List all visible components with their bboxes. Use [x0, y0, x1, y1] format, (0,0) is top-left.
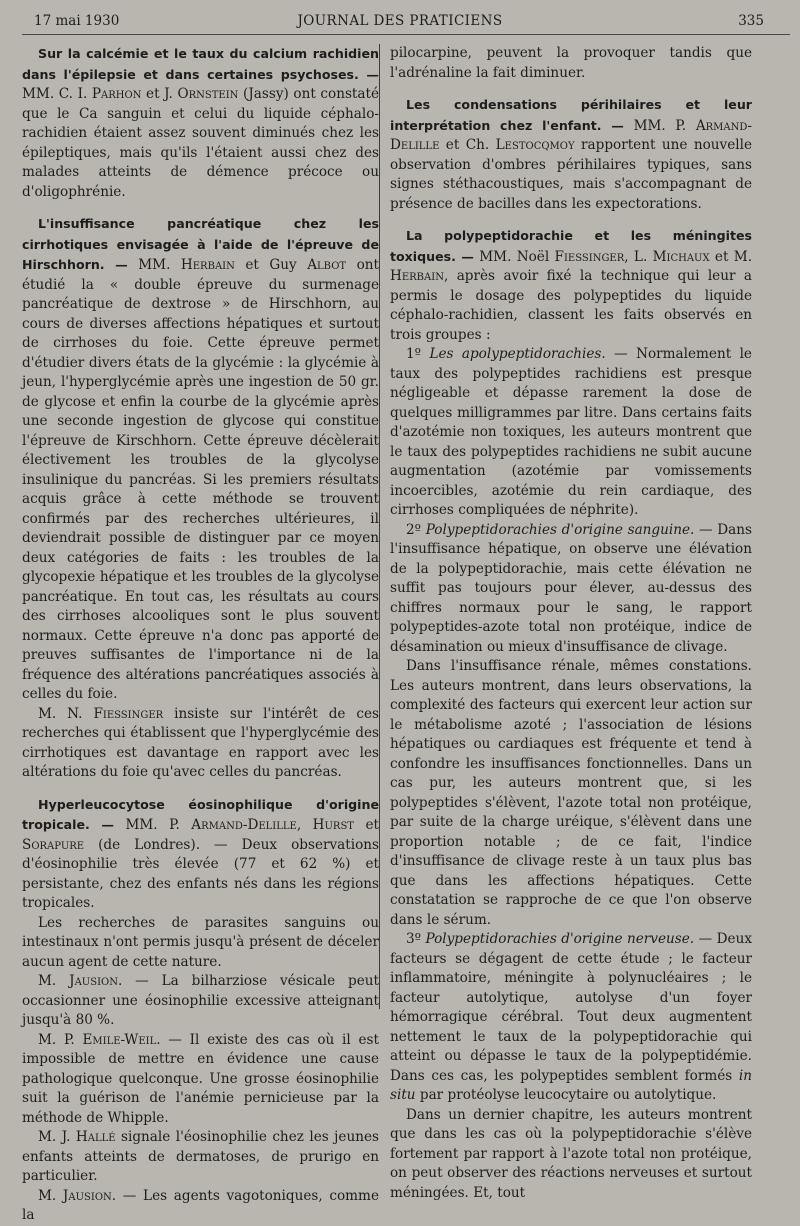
comment-emile-weil: M. P. Emile-Weil. — Il existe des cas où il est impossible de mettre en évidence une cause pathologique quelconque. Une grosse éosinophilie suit la guérison de l'anémie pernicieuse par la méthode de Whipple.	[22, 1031, 379, 1126]
author-name: Albot	[307, 257, 347, 273]
section-number: 2º	[406, 521, 426, 538]
article-polypeptidorachie: La polypeptidorachie et les méningites toxiques. — MM. Noël Fiessinger, L. Michaux et M. Herbain, après avoir fixé la technique qui leur a permis le dosage des polypeptides du liquide céphalo-rachidien, classent les faits observés en trois groupes :	[390, 228, 753, 343]
author-name: Lestocqmoy	[495, 137, 575, 153]
comment-jausion-2: M. Jausion. — Les agents vagotoniques, comme la	[22, 1187, 379, 1223]
comment-body: . — Les agents vagotoniques, comme la	[22, 1187, 379, 1223]
section-origine-sanguine	[390, 521, 752, 658]
section-body: — Deux facteurs se dégagent de cette étude ; le facteur inflammatoire, méningite à polynucléaires ; le facteur autolytique, autolyse d'un foyer hémorragique cérébral. Tout deux augmentent nettement le taux de la polypeptidorachie qui atteint ou dépasse le taux de la polypeptidémie. Dans ces cas, les polypeptides semblent formés	[390, 931, 752, 1084]
paragraph-parasites: Les recherches de parasites sanguins ou intestinaux n'ont permis jusqu'à présent de déceler aucun agent de cette nature.	[22, 914, 379, 970]
article-calcemie: Sur la calcémie et le taux du calcium rachidien dans l'épilepsie et dans certaines psychoses. — MM. C. I. Parhon et J. Ornstein (Jassy) ont constaté que le Ca sanguin et celui du liquide céphalo-rachidien étaient assez souvent diminués chez les épileptiques, mais qu'ils l'étaient aussi chez des malades atteints de démence précoce ou d'oligophrénie.	[22, 46, 380, 200]
right-column	[390, 44, 752, 1203]
continued-text: pilocarpine, peuvent la provoquer tandis que l'adrénaline la fait diminuer.	[390, 45, 752, 81]
section-number: 3º	[406, 931, 426, 947]
paragraph-insuffisance-renale: Dans l'insuffisance rénale, mêmes constations. Les auteurs montrent, dans leurs observations, la complexité des facteurs qui exercent leur action sur le métabolisme azoté ; l'association de lésions hépatiques ou cardiaques est fréquente et tend à confondre les insuffisances fonctionnelles. Dans un cas pur, les auteurs montrent que, si les polypeptides s'élèvent, l'azote total non protéique, par suite de la charge uréique, s'élèvent dans une proportion notable ; de ce fait, l'indice d'insuffisance de clivage reste à un taux plus bas que dans les affections hépatiques. Cette constatation se rapproche de ce que l'on observe dans le sérum.	[390, 658, 752, 928]
author-name: Hallé	[75, 1129, 116, 1145]
article-title: Sur la calcémie et le taux du calcium rachidien dans l'épilepsie et dans certaines psychoses. —	[22, 46, 379, 82]
section-apolypeptidorachies	[390, 345, 752, 521]
left-column	[22, 44, 379, 1226]
article-title: L'insuffisance pancréatique chez les cirrhotiques envisagée à l'aide de l'épreuve de Hirschhorn. —	[22, 216, 379, 272]
comment-jausion-1: M. Jausion. — La bilharziose vésicale peut occasionner une éosinophilie excessive atteignant jusqu'à 80 %.	[22, 973, 380, 1028]
section-number: 1º	[406, 346, 430, 362]
article-body: , après avoir fixé la technique qui leur a permis le dosage des polypeptides du liquide céphalo-rachidien, classent les faits observés en trois groupes :	[390, 268, 752, 343]
section-title: Polypeptidorachies d'origine nerveuse.	[425, 931, 695, 947]
section-body: — Normalement le taux des polypeptides rachidiens est presque négligeable et dépasse rarement la dose de quelques milligrammes par litre. Dans certains faits d'azotémie non toxiques, les auteurs montrent que le taux des polypeptides rachidiens ne subit aucune augmentation (azotémie par vomissements incoercibles, azotémie du rein cardiaque, des cirrhoses compliquées de néphrite).	[390, 346, 752, 518]
in-situ-term: in situ	[390, 1067, 752, 1103]
author-name: Fiessinger	[554, 248, 625, 265]
comment-halle: M. J. Hallé signale l'éosinophilie chez les jeunes enfants atteints de dermatoses, de prurigo en particulier.	[22, 1129, 379, 1184]
section-title: Les apolypeptidorachies.	[429, 346, 606, 362]
author-name: Michaux	[652, 248, 710, 265]
section-title: Polypeptidorachies d'origine sanguine.	[425, 521, 695, 538]
running-header	[0, 13, 800, 33]
article-body: rapportent une nouvelle observation d'ombres périhilaires typiques, sans signes stéthacoustiques, mais s'accompagnant de présence de bacilles dans les expectorations.	[390, 137, 753, 212]
article-body: ont étudié la « double épreuve du surmenage pancréatique de dextrose » de Hirschhorn, au cours de diverses affections hépatiques et surtout de cirrhoses du foie. Cette épreuve permet d'étudier divers états de la glycémie : la glycémie à jeun, l'hyperglycémie après une ingestion de 50 gr. de glycose et enfin la courbe de la glycémie après une seconde ingestion de glycose qui constitue l'épreuve de Kirschhorn. Cette épreuve décèlerait électivement les troubles de la glycolyse insulinique du pancréas. Si les premiers résultats acquis grâce à cette méthode se trouvent confirmés par des recherches ultérieures, il deviendrait possible de distinguer par ce moyen deux catégories de faits : les troubles de la glycopexie hépatique et les troubles de la glycolyse pancréatique. En tout cas, les résultats au cours des cirrhoses alcooliques sont le plus souvent normaux. Cette épreuve n'a donc pas apporté de preuves suffisantes de l'importance ni de la fréquence des altérations pancréatiques associés à celles du foie.	[22, 257, 379, 702]
author-name: Jausion	[69, 973, 118, 989]
comment-body: . — La bilharziose vésicale peut occasionner une éosinophilie excessive atteignant jusqu'à 80 %.	[22, 973, 380, 1028]
author-name: Ornstein	[177, 86, 239, 102]
article-title: Hyperleucocytose éosinophilique d'origine tropicale. —	[22, 796, 379, 832]
section-body: — Dans l'insuffisance hépatique, on observe une élévation de la polypeptidorachie, mais cette élévation ne suffit pas toujours pour élever, au-dessus des chiffres normaux pour le sang, le rapport polypeptides-azote total non protéique, indice de désamination ou mieux d'insuffisance de clivage.	[390, 521, 752, 655]
author-name: Herbain	[180, 257, 235, 273]
article-title: Les condensations périhilaires et leur interprétation chez l'enfant. —	[390, 97, 752, 133]
header-date: 17 mai 1930	[34, 13, 120, 29]
comment-body: signale l'éosinophilie chez les jeunes enfants atteints de dermatoses, de prurigo en particulier.	[22, 1129, 379, 1184]
author-name: Parhon	[91, 86, 142, 102]
journal-title: JOURNAL DES PRATICIENS	[297, 13, 503, 29]
author-name: Armand-Delille	[191, 817, 297, 833]
article-title: La polypeptidorachie et les méningites toxiques. —	[390, 228, 752, 264]
author-name: Herbain	[390, 268, 444, 284]
paragraph-dernier-chapitre: Dans un dernier chapitre, les auteurs montrent que dans les cas où la polypeptidorachie s'élève fortement par rapport à l'azote total non protéique, on peut observer des réactions nerveuses et surtout méningées. Et, tout	[390, 1106, 752, 1201]
comment-body: insiste sur l'intérêt de ces recherches qui établissent que l'hyperglycémie des cirrhotiques est davantage en rapport avec les altérations du foie qu'avec celles du pancréas.	[22, 705, 379, 780]
comment-fiessinger: M. N. Fiessinger insiste sur l'intérêt de ces recherches qui établissent que l'hyperglycémie des cirrhotiques est davantage en rapport avec les altérations du foie qu'avec celles du pancréas.	[22, 705, 379, 780]
author-name: Jausion	[62, 1187, 112, 1204]
author-name: Armand-Delille	[390, 117, 752, 153]
author-name: Emile-Weil	[82, 1031, 157, 1048]
article-body: (de Londres). — Deux observations d'éosinophilie très élevée (77 et 62 %) et persistante, chez des enfants nés dans les régions tropicales.	[22, 836, 379, 911]
article-body: (Jassy) ont constaté que le Ca sanguin et celui du liquide céphalo-rachidien étaient assez souvent diminués chez les épileptiques, mais qu'ils l'étaient aussi chez des malades atteints de démence précoce ou d'oligophrénie.	[22, 86, 380, 200]
section-origine-nerveuse: 3º Polypeptidorachies d'origine nerveuse. — Deux facteurs se dégagent de cette étude ; le facteur inflammatoire, méningite à polynucléaires ; le facteur autolytique, autolyse d'un foyer hémorragique cérébral. Tout deux augmentent nettement le taux de la polypeptidorachie qui atteint ou dépasse le taux de la polypeptidémie. Dans ces cas, les polypeptides semblent formés in situ par protéolyse leucocytaire ou autolytique.	[390, 931, 752, 1103]
article-hyperleucocytose: Hyperleucocytose éosinophilique d'origine tropicale. — MM. P. Armand-Delille, Hurst et Sorapure (de Londres). — Deux observations d'éosinophilie très élevée (77 et 62 %) et persistante, chez des enfants nés dans les régions tropicales.	[22, 796, 379, 911]
author-name: Hurst	[312, 817, 354, 833]
article-condensations-perihilaires: Les condensations périhilaires et leur interprétation chez l'enfant. — MM. P. Armand-Delille et Ch. Lestocqmoy rapportent une nouvelle observation d'ombres périhilaires typiques, sans signes stéthacoustiques, mais s'accompagnant de présence de bacilles dans les expectorations.	[390, 97, 753, 212]
header-rule	[22, 34, 790, 35]
column-divider	[379, 44, 380, 1009]
author-name: Sorapure	[22, 836, 85, 853]
page-number: 335	[738, 13, 764, 29]
article-insuffisance-pancreatique: L'insuffisance pancréatique chez les cirrhotiques envisagée à l'aide de l'épreuve de Hirschhorn. — MM. Herbain et Guy Albot ont étudié la « double épreuve du surmenage pancréatique de dextrose » de Hirschhorn, au cours de diverses affections hépatiques et surtout de cirrhoses du foie. Cette épreuve permet d'étudier divers états de la glycémie : la glycémie à jeun, l'hyperglycémie après une ingestion de 50 gr. de glycose et enfin la courbe de la glycémie après une seconde ingestion de glycose qui constitue l'épreuve de Kirschhorn. Cette épreuve décèlerait électivement les troubles de la glycolyse insulinique du pancréas. Si les premiers résultats acquis grâce à cette méthode se trouvent confirmés par des recherches ultérieures, il deviendrait possible de distinguer par ce moyen deux catégories de faits : les troubles de la glycopexie hépatique et les troubles de la glycolyse pancréatique. En tout cas, les résultats au cours des cirrhoses alcooliques sont le plus souvent normaux. Cette épreuve n'a donc pas apporté de preuves suffisantes de l'importance ni de la fréquence des altérations pancréatiques associés à celles du foie.	[22, 216, 379, 702]
comment-body: . — Il existe des cas où il est impossible de mettre en évidence une cause pathologique quelconque. Une grosse éosinophilie suit la guérison de l'anémie pernicieuse par la méthode de Whipple.	[22, 1031, 379, 1126]
author-name: Fiessinger	[93, 705, 164, 722]
